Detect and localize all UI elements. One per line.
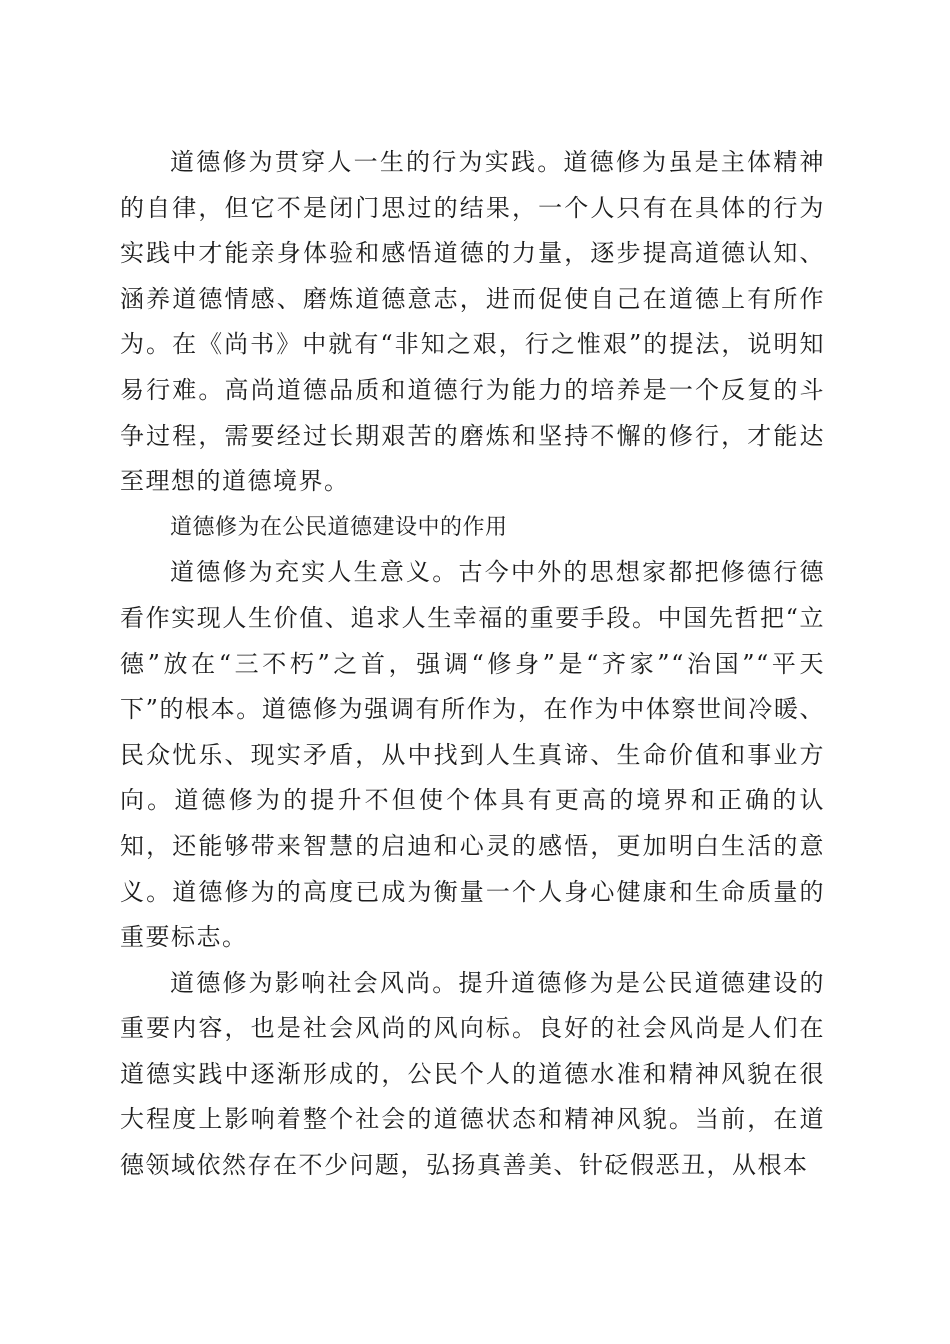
document-body (120, 140, 825, 1189)
paragraph-moral-practice: 道德修为贯穿人一生的行为实践。道德修为虽是主体精神的自律，但它不是闭门思过的结果，一个人只有在具体的行为实践中才能亲身体验和感悟道德的力量，逐步提高道德认知、涵养道德情感、磨炼道德意志，进而促使自己在道德上有所作为。在《尚书》中就有“非知之艰，行之惟艰”的提法，说明知易行难。高尚道德品质和道德行为能力的培养是一个反复的斗争过程，需要经过长期艰苦的磨炼和坚持不懈的修行，才能达至理想的道德境界。 (120, 148, 825, 496)
section-heading: 道德修为在公民道德建设中的作用 (170, 514, 508, 540)
paragraph-social-ethos: 道德修为影响社会风尚。提升道德修为是公民道德建设的重要内容，也是社会风尚的风向标。良好的社会风尚是人们在道德实践中逐渐形成的，公民个人的道德水准和精神风貌在很大程度上影响着整个社会的道德状态和精神风貌。当前，在道德领域依然存在不少问题，弘扬真善美、针砭假恶丑，从根本 (120, 968, 825, 1180)
paragraph-life-meaning: 道德修为充实人生意义。古今中外的思想家都把修德行德看作实现人生价值、追求人生幸福的重要手段。中国先哲把“立德”放在“三不朽”之首，强调“修身”是“齐家”“治国”“平天下”的根本。道德修为强调有所作为，在作为中体察世间冷暖、民众忧乐、现实矛盾，从中找到人生真谛、生命价值和事业方向。道德修为的提升不但使个体具有更高的境界和正确的认知，还能够带来智慧的启迪和心灵的感悟，更加明白生活的意义。道德修为的高度已成为衡量一个人身心健康和生命质量的重要标志。 (120, 558, 825, 952)
